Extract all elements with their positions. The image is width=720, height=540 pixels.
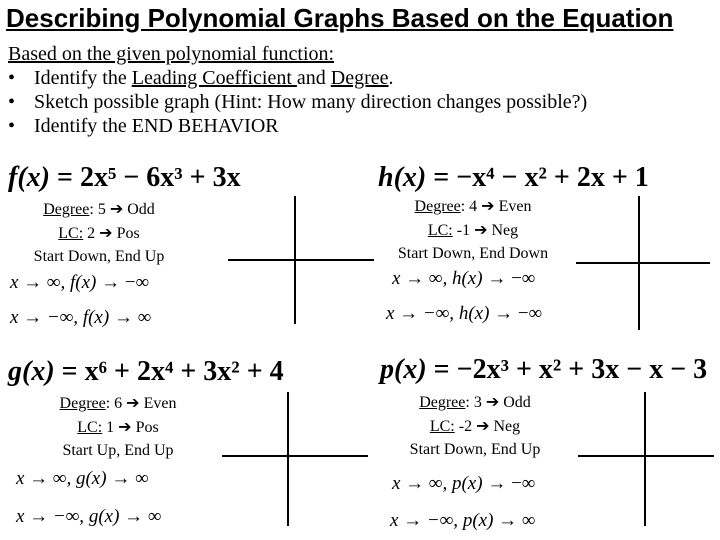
end-behavior-right	[16, 468, 149, 490]
axis-x	[576, 262, 710, 264]
degree-value: : 5	[89, 201, 106, 218]
end-behavior-left	[390, 510, 535, 532]
instruction-text: and	[296, 67, 331, 89]
degree-line	[6, 197, 192, 221]
arrow-icon: ➔	[481, 196, 495, 215]
lc-label: LC:	[427, 222, 453, 239]
limit-x: x → −∞,	[10, 307, 79, 328]
arrow-icon: ➔	[109, 199, 124, 218]
degree-value: : 3	[465, 394, 482, 411]
axis-x	[222, 455, 368, 457]
lc-sign: Neg	[493, 418, 521, 435]
function-p	[380, 354, 707, 386]
lc-value: -1	[456, 222, 471, 239]
degree-parity: Even	[498, 198, 532, 215]
degree-line	[380, 390, 570, 414]
limit-result: → ∞	[113, 307, 152, 328]
limit-fn: f(x)	[69, 272, 97, 293]
function-expression: = 2x⁵ − 6x³ + 3x	[56, 162, 241, 193]
limit-result: → −∞	[487, 268, 536, 289]
lc-value: -2	[458, 418, 473, 435]
function-expression: = −x⁴ − x² + 2x + 1	[433, 162, 649, 193]
degree-label: Degree	[59, 395, 106, 412]
function-g	[8, 356, 284, 388]
axis-x	[578, 455, 714, 457]
limit-fn: h(x)	[458, 303, 490, 324]
panel-p-info	[380, 390, 570, 461]
instruction-sketch: • Sketch possible graph (Hint: How many direction changes possible?)	[8, 90, 587, 114]
degree-value: : 6	[105, 395, 123, 412]
lc-line	[6, 221, 192, 245]
function-name: p(x)	[380, 354, 427, 385]
limit-result: → −∞	[101, 272, 150, 293]
axis-y	[294, 196, 296, 324]
degree-line	[372, 194, 574, 218]
lc-sign: Neg	[491, 222, 519, 239]
lc-sign: Pos	[135, 419, 159, 436]
limit-x: x → −∞,	[16, 506, 85, 527]
arrow-icon: ➔	[485, 392, 500, 411]
axis-y	[287, 392, 289, 526]
function-expression: = −2x³ + x² + 3x − x − 3	[433, 354, 708, 385]
end-behavior-right	[392, 473, 535, 495]
lc-value: 2	[87, 225, 96, 242]
degree-label: Degree	[43, 201, 90, 218]
limit-x: x → ∞,	[16, 468, 72, 489]
end-behavior-left	[10, 307, 151, 329]
lc-line	[28, 415, 208, 439]
arrow-icon: ➔	[118, 417, 132, 436]
function-f	[8, 162, 241, 194]
end-behavior-left	[16, 506, 161, 528]
degree-parity: Odd	[127, 201, 155, 218]
limit-fn: h(x)	[451, 268, 483, 289]
instruction-text: .	[388, 67, 394, 89]
function-expression: = x⁶ + 2x⁴ + 3x² + 4	[61, 356, 284, 387]
lc-line	[372, 218, 574, 242]
end-behavior-right	[10, 272, 149, 294]
panel-f-info	[6, 197, 192, 268]
instruction-identify	[8, 66, 587, 90]
function-name: g(x)	[8, 356, 55, 387]
degree-parity: Odd	[503, 394, 531, 411]
axis-y	[644, 392, 646, 526]
degree-label: Degree	[414, 198, 461, 215]
arrow-icon: ➔	[126, 393, 140, 412]
instruction-text: Identify the	[34, 67, 132, 89]
limit-result: → −∞	[494, 303, 543, 324]
instruction-lc: Leading Coefficient	[131, 67, 297, 89]
limit-fn: p(x)	[451, 473, 483, 494]
function-h	[378, 162, 649, 194]
lc-sign: Pos	[116, 225, 140, 242]
arrow-icon: ➔	[476, 416, 490, 435]
end-behavior-right	[392, 268, 535, 290]
instructions	[8, 42, 587, 138]
limit-fn: p(x)	[462, 510, 494, 531]
limit-fn: g(x)	[75, 468, 107, 489]
panel-h-info	[372, 194, 574, 265]
end-behavior-left	[386, 303, 542, 325]
lc-label: LC:	[429, 418, 455, 435]
page-title: Describing Polynomial Graphs Based on the Equation	[6, 3, 674, 33]
behavior-line: Start Down, End Down	[397, 245, 549, 262]
instruction-end-behavior: • Identify the END BEHAVIOR	[8, 114, 587, 138]
degree-value: : 4	[460, 198, 478, 215]
function-name: h(x)	[378, 162, 427, 193]
instructions-lead: Based on the given polynomial function:	[8, 43, 335, 65]
axis-x	[228, 259, 374, 261]
limit-x: x → ∞,	[10, 272, 66, 293]
limit-fn: f(x)	[82, 307, 110, 328]
function-name: f(x)	[8, 162, 50, 193]
limit-fn: g(x)	[88, 506, 120, 527]
behavior-line: Start Down, End Up	[33, 248, 165, 265]
arrow-icon: ➔	[99, 223, 113, 242]
behavior-line: Start Up, End Up	[62, 442, 174, 459]
limit-x: x → ∞,	[392, 473, 448, 494]
degree-line	[28, 391, 208, 415]
arrow-icon: ➔	[474, 220, 488, 239]
limit-result: → ∞	[111, 468, 149, 489]
limit-result: → ∞	[498, 510, 536, 531]
axis-y	[638, 196, 640, 330]
degree-label: Degree	[419, 394, 466, 411]
instructions-list	[8, 66, 587, 138]
instruction-degree: Degree	[330, 67, 389, 89]
limit-x: x → −∞,	[390, 510, 459, 531]
behavior-line: Start Down, End Up	[409, 441, 541, 458]
lc-label: LC:	[77, 419, 103, 436]
lc-line	[380, 414, 570, 438]
degree-parity: Even	[143, 395, 177, 412]
lc-label: LC:	[58, 225, 84, 242]
lc-value: 1	[106, 419, 115, 436]
limit-x: x → −∞,	[386, 303, 455, 324]
limit-result: → ∞	[124, 506, 162, 527]
limit-result: → −∞	[487, 473, 536, 494]
limit-x: x → ∞,	[392, 268, 448, 289]
panel-g-info	[28, 391, 208, 462]
